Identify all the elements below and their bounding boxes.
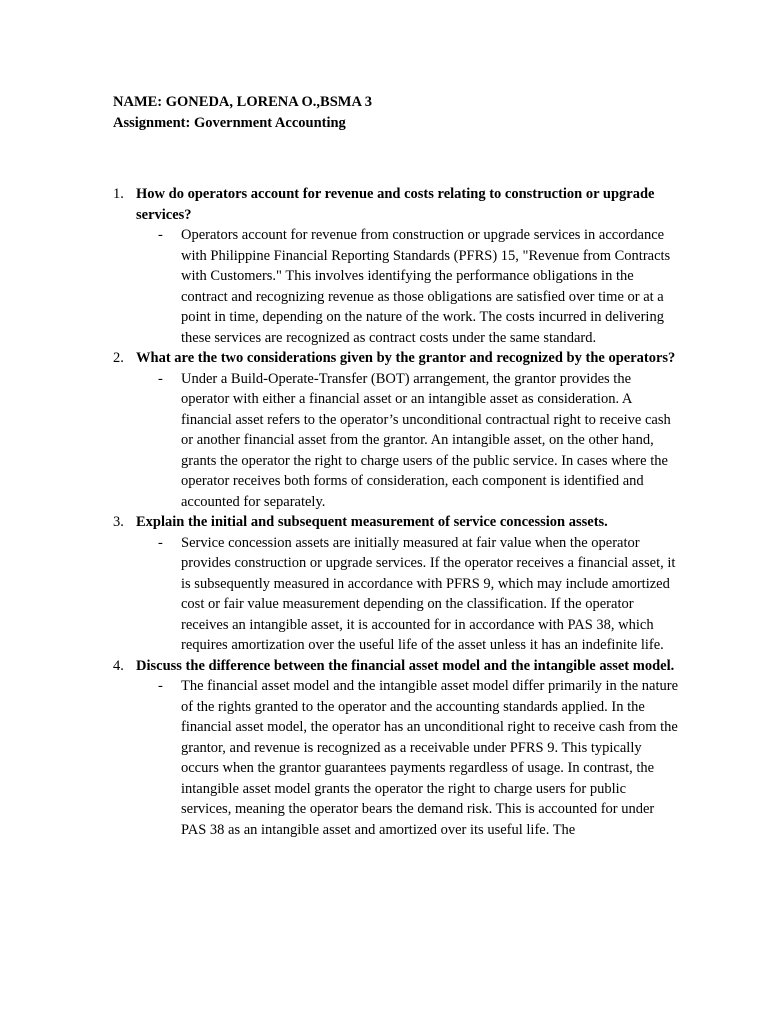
- answer-item: [158, 676, 679, 840]
- question-item-1: [113, 184, 678, 348]
- answer-text: Operators account for revenue from construction or upgrade services in accordance with Philippine Financial Reporting Standards (PFRS) 15, "Revenue from Contracts with Customers." This involves identifying the performance obligations in the contract and recognizing revenue as those obligations are satisfied over time or at a point in time, depending on the nature of the work. The costs incurred in delivering these services are recognized as contract costs under the same standard.: [181, 227, 671, 346]
- question-number: 1.: [113, 186, 124, 202]
- question-item-3: [113, 512, 678, 656]
- answer-item: [158, 369, 678, 513]
- student-name-line: NAME: GONEDA, LORENA O.,BSMA 3: [113, 94, 373, 110]
- question-item-4: [113, 656, 678, 841]
- question-number: 3.: [113, 514, 124, 530]
- answer-item: [158, 533, 678, 656]
- answer-bullet: -: [158, 534, 163, 551]
- answer-text: Under a Build-Operate-Transfer (BOT) arrangement, the grantor provides the operator with either a financial asset or an intangible asset as consideration. A financial asset refers to the operator’s unconditional contractual right to receive cash or another financial asset from the grantor. An intangible asset, on the other hand, grants the operator the right to charge users of the public service. In cases where the operator receives both forms of consideration, each component is identified and accounted for separately.: [181, 370, 671, 510]
- answer-text: Service concession assets are initially measured at fair value when the operator provides construction or upgrade services. If the operator receives a financial asset, it is subsequently measured in accordance with PFRS 9, which may include amortized cost or fair value measurement depending on the classification. If the operator receives an intangible asset, it is accounted for in accordance with PAS 38, which requires amortization over the useful life of the asset unless it has an indefinite life.: [181, 534, 676, 653]
- answer-item: [158, 225, 678, 348]
- answer-bullet: -: [158, 678, 163, 694]
- header-spacer: [113, 133, 678, 184]
- question-number: 4.: [113, 657, 124, 674]
- question-text: How do operators account for revenue and costs relating to construction or upgrade services?: [136, 186, 655, 223]
- question-number: 2.: [113, 350, 124, 366]
- answer-bullet: -: [158, 370, 163, 387]
- question-item-2: [113, 348, 678, 512]
- answer-bullet: -: [158, 227, 163, 243]
- assignment-title-line: Assignment: Government Accounting: [113, 114, 346, 131]
- question-text: Explain the initial and subsequent measurement of service concession assets.: [136, 514, 608, 530]
- question-text: Discuss the difference between the financial asset model and the intangible asset model.: [136, 657, 675, 674]
- question-text: What are the two considerations given by the grantor and recognized by the operators?: [136, 350, 676, 366]
- answer-text: The financial asset model and the intangible asset model differ primarily in the nature of the rights granted to the operator and the accounting standards applied. In the financial asset model, the operator has an unconditional right to receive cash from the grantor, and revenue is recognized as a receivable under PFRS 9. This typically occurs when the grantor guarantees payments regardless of usage. In contrast, the intangible asset model grants the operator the right to charge users for public services, meaning the operator bears the demand risk. This is accounted for under PAS 38 as an intangible asset and amortized over its useful life. The: [181, 678, 679, 838]
